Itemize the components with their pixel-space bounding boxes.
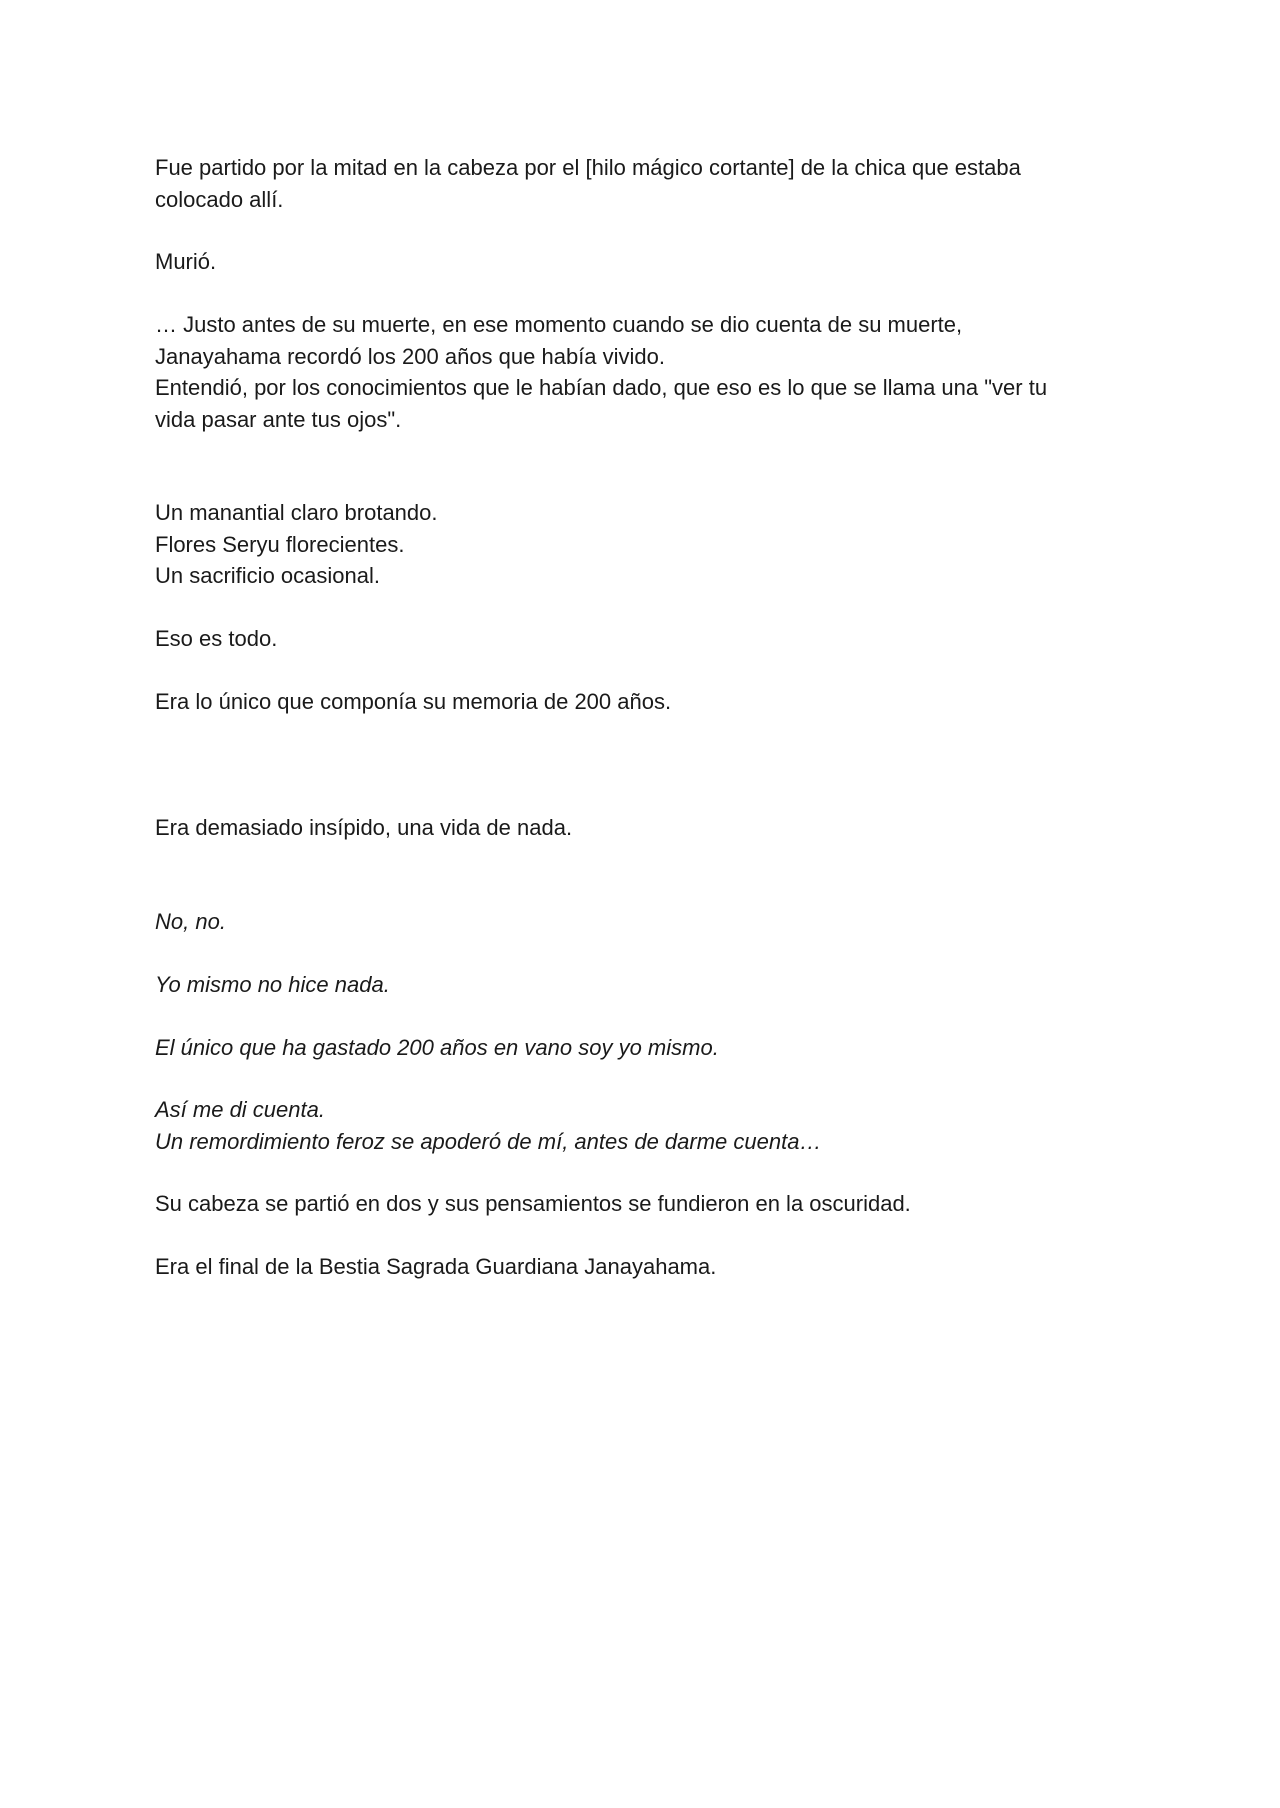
text-line: Un manantial claro brotando. [155,500,438,525]
paragraph-8 [155,906,1135,938]
paragraph-11 [155,1094,1135,1157]
text-line: Janayahama recordó los 200 años que había vivido. [155,343,666,369]
text-line: Su cabeza se partió en dos y sus pensamientos se fundieron en la oscuridad. [155,1191,911,1216]
text-line: vida pasar ante tus ojos". [155,406,402,432]
text-line: Murió. [155,249,217,274]
text-line: Era demasiado insípido, una vida de nada. [155,815,573,840]
paragraph-10 [155,1032,1135,1064]
text-line: Así me di cuenta. [155,1097,325,1122]
paragraph-12 [155,1188,1135,1220]
paragraph-6 [155,686,1135,718]
text-line: No, no. [155,909,226,934]
text-line: El único que ha gastado 200 años en vano soy yo mismo. [155,1035,719,1060]
text-line: Yo mismo no hice nada. [155,972,390,997]
paragraph-3 [155,309,1135,435]
text-line: Entendió, por los conocimientos que le habían dado, que eso es lo que se llama una "ver tu [155,375,1048,400]
paragraph-9 [155,969,1135,1001]
text-line: Un remordimiento feroz se apoderó de mí, antes de darme cuenta… [155,1128,822,1154]
text-line: Eso es todo. [155,626,278,651]
text-line: Era el final de la Bestia Sagrada Guardiana Janayahama. [155,1254,717,1279]
text-line: Fue partido por la mitad en la cabeza por el [hilo mágico cortante] de la chica que estaba [155,155,1021,180]
paragraph-5 [155,623,1135,655]
text-line: Era lo único que componía su memoria de 200 años. [155,689,672,714]
paragraph-1 [155,152,1135,215]
text-line: Un sacrificio ocasional. [155,563,380,588]
paragraph-7 [155,812,1135,844]
paragraph-13 [155,1251,1135,1283]
text-line: … Justo antes de su muerte, en ese momento cuando se dio cuenta de su muerte, [155,312,963,337]
paragraph-2 [155,246,1135,278]
text-line: Flores Seryu florecientes. [155,531,405,557]
paragraph-4 [155,497,1135,592]
text-line: colocado allí. [155,186,284,212]
